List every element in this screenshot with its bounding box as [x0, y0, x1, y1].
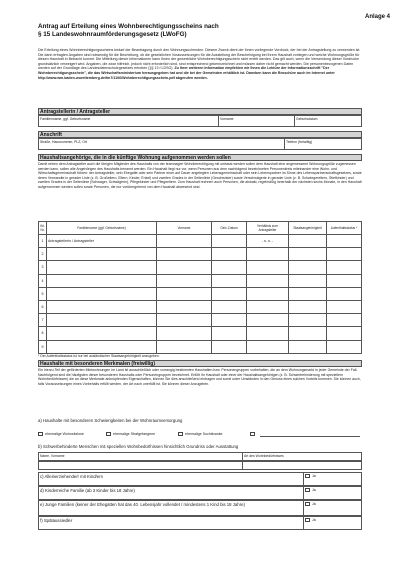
cell[interactable]: [289, 340, 327, 353]
row-number: 9: [39, 340, 47, 353]
question-f-row: [38, 516, 362, 530]
household-table-header: [39, 222, 362, 235]
cell[interactable]: [327, 327, 362, 340]
cell[interactable]: [47, 274, 157, 287]
cell[interactable]: [157, 340, 212, 353]
checkbox-icon[interactable]: [305, 488, 310, 492]
question-c-row: [38, 472, 362, 486]
cell[interactable]: [212, 274, 247, 287]
address-row: [38, 138, 362, 150]
cell[interactable]: [47, 340, 157, 353]
answer-f: [303, 517, 361, 529]
ja-label: Ja: [312, 474, 316, 478]
checkbox-icon[interactable]: [305, 474, 310, 478]
household-table: [38, 221, 362, 354]
cell[interactable]: [247, 287, 289, 300]
cell[interactable]: [289, 261, 327, 274]
cell[interactable]: [247, 261, 289, 274]
cell[interactable]: [212, 248, 247, 261]
col-residence: Aufenthaltsstatus *: [327, 222, 362, 235]
birthdate-field[interactable]: Geburtsdatum: [296, 117, 318, 121]
row-number: 4: [39, 274, 47, 287]
option-other-line: [260, 436, 360, 437]
checkbox-icon: [38, 432, 43, 436]
question-c: c) Alleinerziehende/r mit Kind/ern: [40, 474, 104, 479]
option-homeless-label: ehemalige Wohnsitzlose: [45, 432, 84, 436]
cell[interactable]: [289, 235, 327, 248]
cell[interactable]: [47, 327, 157, 340]
checkbox-icon[interactable]: [305, 502, 310, 506]
cell[interactable]: [247, 340, 289, 353]
row-number: 6: [39, 300, 47, 313]
option-other[interactable]: [250, 432, 257, 436]
applicant-name-row: [38, 115, 362, 127]
cell[interactable]: [327, 235, 362, 248]
cell[interactable]: [157, 287, 212, 300]
anlage-label: Anlage 4: [364, 14, 390, 20]
checkbox-icon: [106, 432, 111, 436]
table-row: [39, 300, 362, 313]
form-title: [38, 23, 368, 38]
cell[interactable]: [212, 314, 247, 327]
col-firstname: Vorname: [157, 222, 212, 235]
phone-field[interactable]: Telefon (freiwillig): [286, 140, 313, 144]
col-lastname: Familienname (ggf. Geburtsname): [47, 222, 157, 235]
row-number: 7: [39, 314, 47, 327]
table-row: [39, 327, 362, 340]
title-line-2: § 15 Landeswohnraumförderungsgesetz (LWoFG): [38, 30, 187, 38]
title-line-1: Antrag auf Erteilung eines Wohnberechtigungsscheins nach: [38, 23, 219, 30]
checkbox-icon[interactable]: [305, 518, 310, 522]
household-heading: Haushaltsangehörige, die in die künftige Wohnung aufgenommen werden sollen: [38, 154, 362, 161]
cell[interactable]: [157, 261, 212, 274]
cell[interactable]: [47, 248, 157, 261]
cell[interactable]: [289, 248, 327, 261]
question-a: a) Haushalte mit besonderen Schwierigkeiten bei der Wohnraumversorgung: [38, 418, 183, 423]
cell[interactable]: [157, 314, 212, 327]
cell[interactable]: [212, 261, 247, 274]
cell[interactable]: [39, 462, 243, 469]
row-relation: - s. o. -: [247, 235, 289, 248]
disability-art-field[interactable]: Art des Wohnbedürfnisses: [244, 454, 284, 458]
checkbox-icon: [178, 432, 183, 436]
cell[interactable]: [247, 248, 289, 261]
cell[interactable]: [157, 300, 212, 313]
option-homeless[interactable]: [38, 432, 84, 436]
table-row: [39, 340, 362, 353]
cell[interactable]: [247, 327, 289, 340]
ja-label: Ja: [312, 502, 316, 506]
question-d: d) Kinderreiche Familie (ab 3 Kinder bis 18 Jahre): [40, 488, 135, 493]
cell[interactable]: [327, 314, 362, 327]
cell[interactable]: [327, 274, 362, 287]
cell[interactable]: [212, 300, 247, 313]
cell[interactable]: [47, 300, 157, 313]
ja-label: Ja: [312, 518, 316, 522]
table-row: [39, 274, 362, 287]
lastname-field[interactable]: Familienname, ggf. Geburtsname: [39, 116, 219, 126]
cell[interactable]: [327, 287, 362, 300]
option-addicts[interactable]: [178, 432, 223, 436]
table-row: [39, 314, 362, 327]
row-number: 8: [39, 327, 47, 340]
row-number: 2: [39, 248, 47, 261]
cell[interactable]: [289, 314, 327, 327]
col-birthdate: Geb.-Datum: [212, 222, 247, 235]
question-d-row: [38, 486, 362, 500]
firstname-field[interactable]: Vorname: [219, 116, 295, 126]
intro-text: [38, 48, 364, 80]
cell[interactable]: [157, 327, 212, 340]
ja-label: Ja: [312, 488, 316, 492]
intro-paragraph: Die Erteilung eines Wohnberechtigungsscheins bedarf der Beantragung durch den Wohnungsuchenden. Diesem Zweck dient der Ihnen vorliegende Vordruck, der bei der Antragstellung zu verwenden ist. Die darin erfragten Angaben sind notwendig für die Beurteilung, ob die gesetzlichen Voraussetzungen für die Ausstellung der Bescheinigung bei Ihrem Haushalt vorliegen und welche Wohnungsgröße für diesen Haushalt in Betracht kommt. Die Mitteilung dieser Informationen kann Ihnen der gewerbliche Wohnberechtigungsschein nicht erteilt werden. Das gilt auch, wenn die Verwendung dieser Vordrucke grundsätzlich verweigert wird. Angaben, die zwar hilfreich, jedoch nicht erforderlich sind, sind entsprechend gekennzeichnet und müssen daher nicht gemacht werden. Die personenbezogenen Daten werden auf der Grundlage des Landesdatenschutzgesetzes erhoben (§§ 13 f LDSG).: [38, 48, 361, 71]
special-text: Ein hierzu Teil der geförderten Mietwohnungen im Land ist ausschließlich oder vorrangig bestimmten Haushalten bzw. Personengruppen vorbehalten, die an dem Wohnungsmarkt in jeder Gemeinde der Fall. Nachfolgend sind die häufigsten dieser besonderen Haushalts oder Personengruppen bezeichnet. Erfüllt Ihr Haushalt oder einer der Haushaltsangehörigen (z. B. Schwerbehinderung mit speziellem Wohnbedürfnissen) die an diese Merkmale anknüpfenden Eigenschaften, können Sie dies anschließend eintragen und somit unter Umständen in den Genuss eines solchen Vorteils kommen. Sie können auch, falls Voraussetzungen eines Vorbehalts erfüllt werden, der Art nach unerfüllt ist. Sie können dieser Anzugeben.: [38, 368, 361, 386]
table-row: [39, 235, 362, 248]
household-text: Damit neben dem Antragsteller auch die übrigen Mitglieder des Haushalts von der teamnagerl Wohnberechtigung mit umfasst werden sollen dem Haushalt eine angemessene Wohnungsgröße zugemessen werden kann, sollen alle Angehörigen des Haushalts benannt werden. Ein Haushalt liegt nur vor, wenn Personen aus dem nachfolgend bezeichneten Personenkreis miteinander eine Wohn- und Wirtschaftsgemeinschaft führen: der Antragsteller, sein Ehegatte oder sein Partner einer auf Dauer angelegten Lebensgemeinschaft oder sein Lebenspartner im Sinne des Lebenspartnerschaftsgesetzes, sowie deren Verwandte in gerader Linie (z. B. Großeltern, Eltern, Kinder, Enkel) und zweiten Grades in der Seitenlinie (Geschwister) sowie Verschwägerte in gerader Linie (z. B. Schwiegereltern, Stiefkinder) und zweiten Grades in der Seitenlinie (Schwager, Schwägerin), Pflegekinder und Pflegeeltern. Zum Haushalt rechnen auch Personen, die alsbald, regelmäßig innerhalb der nächsten sechs Monate, in den Haushalt aufgenommen werden sollen sowie Personen, die nur vorübergehend von dem Haushalt abwesend sind.: [38, 162, 362, 189]
cell[interactable]: [289, 327, 327, 340]
cell[interactable]: [157, 248, 212, 261]
disability-row-blank: [38, 461, 362, 470]
cell[interactable]: [327, 261, 362, 274]
cell[interactable]: [289, 300, 327, 313]
col-relation: Verhältnis zum Antragsteller: [247, 222, 289, 235]
table-row: [39, 287, 362, 300]
cell[interactable]: [243, 462, 363, 469]
question-e: e) Junge Familien (keiner der Ehegatten hat das 40. Lebensjahr vollendet / mindestens 1 Kind bis 18 Jahre): [40, 502, 245, 507]
cell[interactable]: [247, 274, 289, 287]
intro-bold: Zu Ihrer weiteren Information empfehlen wir Ihnen die Lektüre der Informationsschrift "Der Wohnberechtigungsschein", die das Wirtschaftsministerium herausgegeben hat und die bei der Gemeinden erhältlich ist. Daneben kann die Broschüre auch im Internet unter http://www.wm.baden-wuerttemberg.de/fm7/1106/Wohnberechtigungsschein.pdf abgerufen werden.: [38, 66, 335, 80]
cell[interactable]: [47, 261, 157, 274]
cell[interactable]: [157, 274, 212, 287]
cell[interactable]: [212, 235, 247, 248]
cell[interactable]: [327, 248, 362, 261]
cell[interactable]: [327, 340, 362, 353]
address-heading: Anschrift: [38, 131, 362, 138]
option-prisoners[interactable]: [106, 432, 155, 436]
special-heading: Haushalte mit besonderen Merkmalen (freiwillig): [38, 360, 362, 367]
question-e-row: [38, 500, 362, 516]
cell[interactable]: [212, 340, 247, 353]
cell[interactable]: [289, 274, 327, 287]
row-number: 3: [39, 261, 47, 274]
checkbox-icon: [250, 432, 255, 436]
table-row: [39, 261, 362, 274]
col-nr: lfd. Nr.: [39, 222, 47, 235]
table-row: [39, 248, 362, 261]
row-number: 5: [39, 287, 47, 300]
answer-e: [303, 501, 361, 515]
address-field[interactable]: Straße, Hausnummer, PLZ, Ort: [39, 139, 285, 149]
option-prisoners-label: ehemalige Strafgefangene: [113, 432, 156, 436]
answer-d: [303, 487, 361, 499]
cell[interactable]: [212, 287, 247, 300]
row-number: 1: [39, 235, 47, 248]
col-nationality: Staatsangehörigkeit: [289, 222, 327, 235]
question-f: f) Spätaussiedler: [40, 518, 73, 523]
cell[interactable]: [212, 327, 247, 340]
answer-c: [303, 473, 361, 485]
disability-name-field[interactable]: Name, Vorname: [39, 453, 243, 460]
row-name: Antragstellerin / Antragsteller: [47, 235, 157, 248]
question-b: b) Schwerbehinderte Menschen mit speziellen Wohnbedürfnissen hinsichtlich Grundriss oder Ausstattung: [38, 444, 239, 449]
cell[interactable]: [157, 235, 212, 248]
cell[interactable]: [47, 287, 157, 300]
cell[interactable]: [247, 314, 289, 327]
applicant-heading: Antragstellerin / Antragsteller: [38, 108, 362, 115]
cell[interactable]: [327, 300, 362, 313]
cell[interactable]: [289, 287, 327, 300]
household-footnote: * Der Aufenthaltsstatus ist nur bei ausländischer Staatsangehörigkeit anzugeben.: [38, 354, 160, 358]
disability-row: [38, 452, 362, 461]
option-addicts-label: ehemalige Suchtkranke: [185, 432, 223, 436]
cell[interactable]: [47, 314, 157, 327]
cell[interactable]: [247, 300, 289, 313]
